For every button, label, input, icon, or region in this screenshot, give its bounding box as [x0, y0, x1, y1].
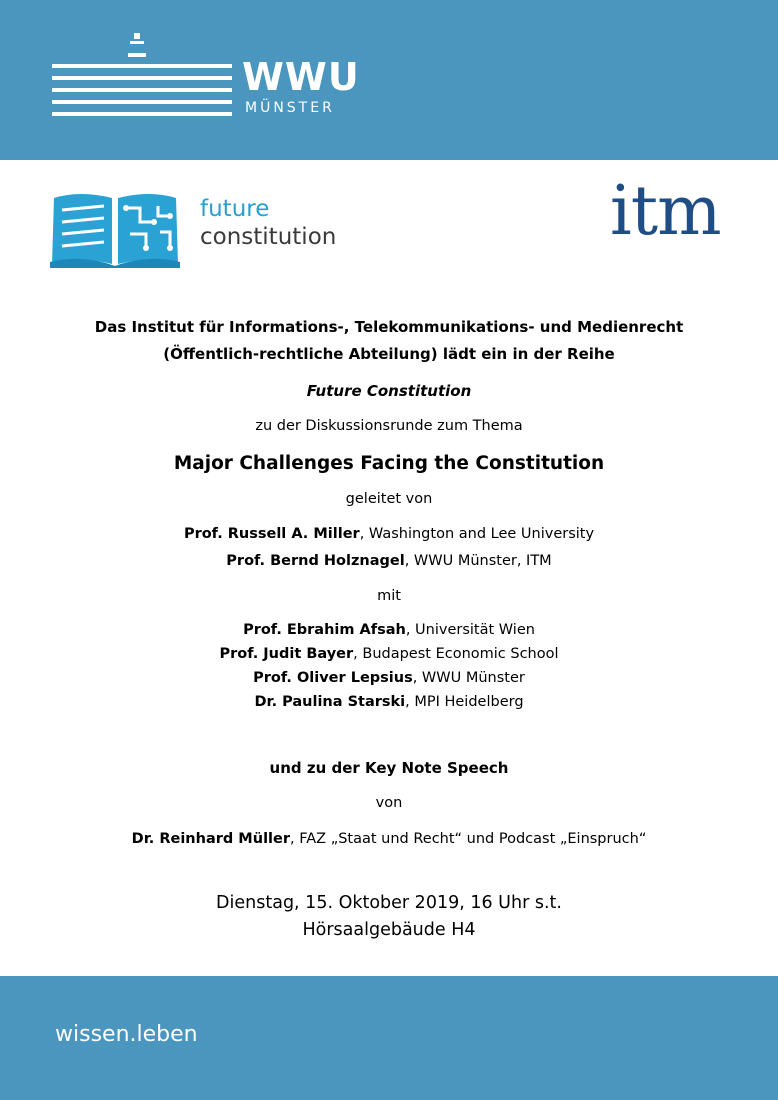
keynote-by-label: von [375, 795, 403, 811]
panelist-name: Prof. Oliver Lepsius [253, 670, 413, 686]
panelist-name: Prof. Ebrahim Afsah [243, 622, 406, 638]
book-circuit-logo [50, 186, 180, 268]
panelist-entry [0, 694, 778, 711]
wwu-logo-title: WWU [242, 55, 360, 99]
future-constitution-logo-word2: constitution [200, 224, 337, 250]
topic-lead: zu der Diskussionsrunde zum Thema [255, 418, 523, 434]
panelist-affiliation: , Budapest Economic School [353, 646, 559, 662]
panelist-entry [0, 670, 778, 687]
leader-affiliation: , Washington and Lee University [359, 526, 595, 542]
series-title: Future Constitution [306, 382, 472, 400]
leader-entry [0, 526, 778, 543]
with-label: mit [377, 588, 401, 604]
wwu-logo-subtitle: MÜNSTER [245, 100, 335, 116]
led-by-label: geleitet von [345, 491, 433, 507]
intro-line-1: Das Institut für Informations-, Telekommunikations- und Medienrecht [94, 318, 684, 336]
panelist-name: Prof. Judit Bayer [219, 646, 354, 662]
panelist-affiliation: , MPI Heidelberg [405, 694, 524, 710]
panelist-entry [0, 646, 778, 663]
wwu-logo-mark [52, 30, 232, 120]
keynote-speaker-name: Dr. Reinhard Müller [131, 831, 290, 847]
event-date: Dienstag, 15. Oktober 2019, 16 Uhr s.t. [216, 893, 562, 913]
keynote-speaker-affiliation: , FAZ „Staat und Recht“ und Podcast „Einspruch“ [290, 831, 647, 847]
topic-title: Major Challenges Facing the Constitution [173, 453, 605, 474]
leader-name: Prof. Bernd Holznagel [226, 553, 405, 569]
event-venue: Hörsaalgebäude H4 [302, 920, 476, 940]
future-constitution-logo-word1: future [200, 196, 270, 222]
keynote-title: und zu der Key Note Speech [269, 759, 509, 777]
panelist-entry [0, 622, 778, 639]
footer-slogan: wissen.leben [55, 1022, 198, 1047]
panelist-affiliation: , WWU Münster [412, 670, 525, 686]
leader-name: Prof. Russell A. Miller [183, 526, 360, 542]
panelist-name: Dr. Paulina Starski [254, 694, 406, 710]
keynote-speaker-entry [0, 831, 778, 848]
intro-line-2: (Öffentlich-rechtliche Abteilung) lädt ein in der Reihe [163, 345, 615, 363]
leader-entry [0, 553, 778, 570]
itm-logo: itm [610, 172, 721, 251]
leader-affiliation: , WWU Münster, ITM [404, 553, 552, 569]
panelist-affiliation: , Universität Wien [405, 622, 535, 638]
